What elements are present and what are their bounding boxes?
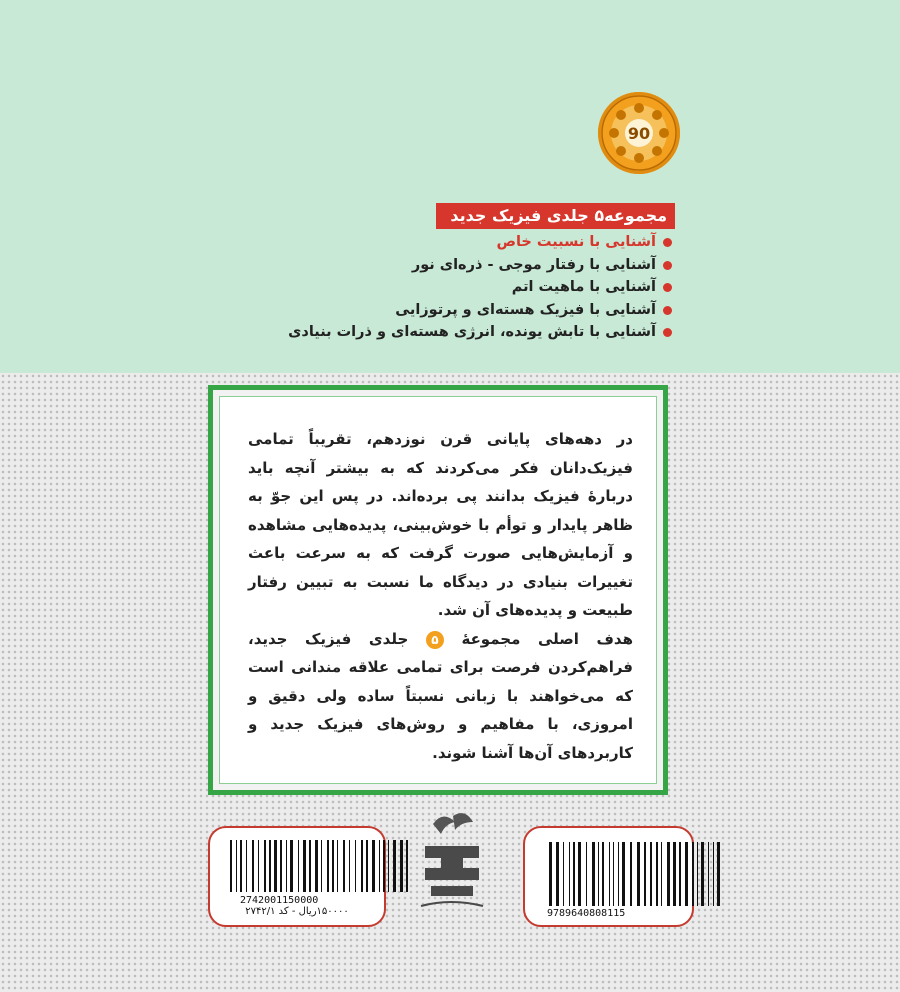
publisher-logo-icon <box>403 806 501 918</box>
bullet-icon <box>663 328 672 337</box>
barcode-stripe <box>598 842 599 906</box>
price-label: ۱۵۰۰۰۰ریال - کد ۲۷۴۲/۱ <box>245 906 349 917</box>
barcode-stripe <box>609 842 610 906</box>
barcode-stripe <box>671 842 672 906</box>
barcode-stripe <box>238 840 239 892</box>
barcode-stripe <box>578 842 581 906</box>
barcode-stripe <box>361 840 363 892</box>
barcode-stripe <box>622 842 625 906</box>
barcode-stripe <box>298 840 299 892</box>
price-barcode-box <box>208 826 386 927</box>
barcode-stripe <box>701 842 704 906</box>
series-list <box>270 231 674 344</box>
barcode-stripe <box>397 840 399 892</box>
barcode-stripe <box>563 842 564 906</box>
barcode-stripe <box>588 842 591 906</box>
barcode-stripe <box>255 840 257 892</box>
barcode-stripe <box>641 842 643 906</box>
barcode-stripe <box>372 840 375 892</box>
barcode-stripe <box>692 842 694 906</box>
barcode-stripe <box>626 842 629 906</box>
barcode-stripe <box>388 840 389 892</box>
barcode-stripe <box>633 842 636 906</box>
description-paragraph-2-start: هدف اصلی مجموعهٔ <box>461 629 633 648</box>
barcode-stripe <box>230 840 232 892</box>
series-item-label: آشنایی با تابش یونده، انرژی هسته‌ای و ذرات بنیادی <box>288 324 656 340</box>
barcode-stripe <box>705 842 707 906</box>
barcode-stripe <box>710 842 712 906</box>
barcode-stripe <box>283 840 285 892</box>
description-text <box>248 425 633 767</box>
barcode-stripe <box>278 840 279 892</box>
series-title: مجموعه۵ جلدی فیزیک جدید <box>436 203 675 229</box>
barcode-stripe <box>355 840 356 892</box>
barcode-left-icon <box>230 840 412 892</box>
barcode-stripe <box>369 840 371 892</box>
description-panel <box>219 396 657 784</box>
bullet-icon <box>663 306 672 315</box>
barcode-stripe <box>280 840 282 892</box>
barcode-stripe <box>615 842 617 906</box>
barcode-stripe <box>556 842 559 906</box>
barcode-stripe <box>321 840 322 892</box>
barcode-right-icon <box>549 842 724 906</box>
barcode-stripe <box>656 842 658 906</box>
anniversary-emblem-icon <box>598 92 680 174</box>
isbn-barcode-box <box>523 826 694 927</box>
barcode-stripe <box>679 842 681 906</box>
barcode-stripe <box>596 842 597 906</box>
barcode-stripe <box>269 840 271 892</box>
series-item-label: آشنایی با فیزیک هسته‌ای و پرتوزایی <box>395 301 656 318</box>
barcode-stripe <box>290 840 293 892</box>
barcode-stripe <box>339 840 342 892</box>
description-paragraph-2-end: جلدی فیزیک جدید، فراهم‌کردن فرصت برای تمامی علاقه مندانی است که می‌خواهند با زبانی نسبتاً ساده ولی دقیق و امروزی، با مفاهیم و روش‌های فیزیک جدید و کاربردهای آن‌ها آشنا شوند. <box>248 629 633 762</box>
barcode-stripe <box>349 840 350 892</box>
barcode-stripe <box>346 840 348 892</box>
barcode-stripe <box>307 840 308 892</box>
barcode-stripe <box>303 840 306 892</box>
barcode-stripe <box>312 840 314 892</box>
barcode-stripe <box>381 840 382 892</box>
barcode-stripe <box>565 842 568 906</box>
barcode-stripe <box>661 842 662 906</box>
bullet-icon <box>663 238 672 247</box>
barcode-stripe <box>699 842 700 906</box>
barcode-stripe <box>667 842 670 906</box>
barcode-stripe <box>274 840 277 892</box>
barcode-stripe <box>620 842 621 906</box>
list-item <box>270 254 674 277</box>
barcode-stripe <box>300 840 302 892</box>
barcode-stripe <box>258 840 259 892</box>
barcode-stripe <box>248 840 251 892</box>
barcode-stripe <box>286 840 287 892</box>
barcode-stripe <box>549 842 552 906</box>
barcode-stripe <box>272 840 273 892</box>
barcode-stripe <box>386 840 387 892</box>
isbn-number: 9789640808115 <box>547 908 626 919</box>
barcode-stripe <box>327 840 329 892</box>
barcode-stripe <box>637 842 640 906</box>
barcode-stripe <box>553 842 555 906</box>
barcode-stripe <box>560 842 562 906</box>
barcode-stripe <box>357 840 360 892</box>
barcode-stripe <box>383 840 385 892</box>
emblem-label: 90 <box>627 124 651 143</box>
volume-count-badge: ۵ <box>426 631 444 649</box>
list-item <box>270 321 674 344</box>
barcode-stripe <box>288 840 289 892</box>
barcode-stripe <box>319 840 320 892</box>
barcode-stripe <box>323 840 326 892</box>
barcode-stripe <box>240 840 242 892</box>
barcode-stripe <box>613 842 614 906</box>
barcode-stripe <box>586 842 587 906</box>
series-item-label: آشنایی با ماهیت اتم <box>511 279 656 295</box>
barcode-stripe <box>582 842 585 906</box>
barcode-stripe <box>653 842 655 906</box>
barcode-stripe <box>713 842 714 906</box>
barcode-stripe <box>600 842 601 906</box>
barcode-stripe <box>335 840 336 892</box>
barcode-stripe <box>592 842 595 906</box>
barcode-stripe <box>618 842 619 906</box>
barcode-stripe <box>602 842 604 906</box>
series-item-label: آشنایی با رفتار موجی - ذره‌ای نور <box>411 256 656 273</box>
barcode-stripe <box>243 840 245 892</box>
barcode-stripe <box>697 842 698 906</box>
barcode-stripe <box>309 840 311 892</box>
barcode-stripe <box>364 840 365 892</box>
barcode-stripe <box>569 842 570 906</box>
barcode-stripe <box>236 840 237 892</box>
barcode-stripe <box>717 842 720 906</box>
barcode-stripe <box>689 842 691 906</box>
barcode-stripe <box>659 842 660 906</box>
barcode-stripe <box>343 840 345 892</box>
barcode-stripe <box>715 842 716 906</box>
barcode-stripe <box>379 840 380 892</box>
barcode-stripe <box>260 840 263 892</box>
barcode-stripe <box>605 842 608 906</box>
barcode-stripe <box>673 842 676 906</box>
barcode-stripe <box>351 840 354 892</box>
barcode-stripe <box>571 842 572 906</box>
barcode-stripe <box>233 840 235 892</box>
barcode-stripe <box>315 840 318 892</box>
barcode-stripe <box>393 840 396 892</box>
barcode-stripe <box>332 840 334 892</box>
barcode-stripe <box>630 842 632 906</box>
barcode-stripe <box>721 842 723 906</box>
barcode-stripe <box>682 842 684 906</box>
barcode-stripe <box>366 840 368 892</box>
list-item <box>270 231 674 254</box>
barcode-stripe <box>647 842 649 906</box>
barcode-stripe <box>695 842 696 906</box>
barcode-stripe <box>576 842 577 906</box>
barcode-stripe <box>677 842 678 906</box>
barcode-stripe <box>246 840 247 892</box>
series-item-label: آشنایی با نسبیت خاص <box>496 234 656 250</box>
list-item <box>270 276 674 299</box>
barcode-stripe <box>252 840 254 892</box>
bullet-icon <box>663 261 672 270</box>
barcode-stripe <box>337 840 338 892</box>
barcode-stripe <box>330 840 331 892</box>
barcode-stripe <box>264 840 266 892</box>
description-paragraph-1: در دهه‌های پایانی قرن نوزدهم، تقریباً تمامی فیزیک‌دانان فکر می‌کردند که به بیشتر آنچه باید دربارهٔ فیزیک بدانند پی برده‌اند. در پس این جوّ به ظاهر پایدار و توأم با خوش‌بینی، پدیده‌هایی مشاهده و آزمایش‌هایی صورت گرفت که به سرعت باعث تغییرات بنیادی در دیدگاه ما نسبت به تبیین رفتار طبیعت و پدیده‌های آن شد. <box>248 430 633 619</box>
barcode-stripe <box>685 842 688 906</box>
barcode-stripe <box>708 842 709 906</box>
barcode-stripe <box>376 840 378 892</box>
list-item <box>270 299 674 322</box>
barcode-left-number: 2742001150000 <box>240 895 319 906</box>
description-frame <box>208 385 668 795</box>
barcode-stripe <box>267 840 268 892</box>
barcode-stripe <box>573 842 575 906</box>
barcode-stripe <box>663 842 666 906</box>
barcode-stripe <box>611 842 612 906</box>
barcode-stripe <box>390 840 392 892</box>
bullet-icon <box>663 283 672 292</box>
barcode-stripe <box>294 840 297 892</box>
barcode-stripe <box>644 842 646 906</box>
barcode-stripe <box>650 842 652 906</box>
